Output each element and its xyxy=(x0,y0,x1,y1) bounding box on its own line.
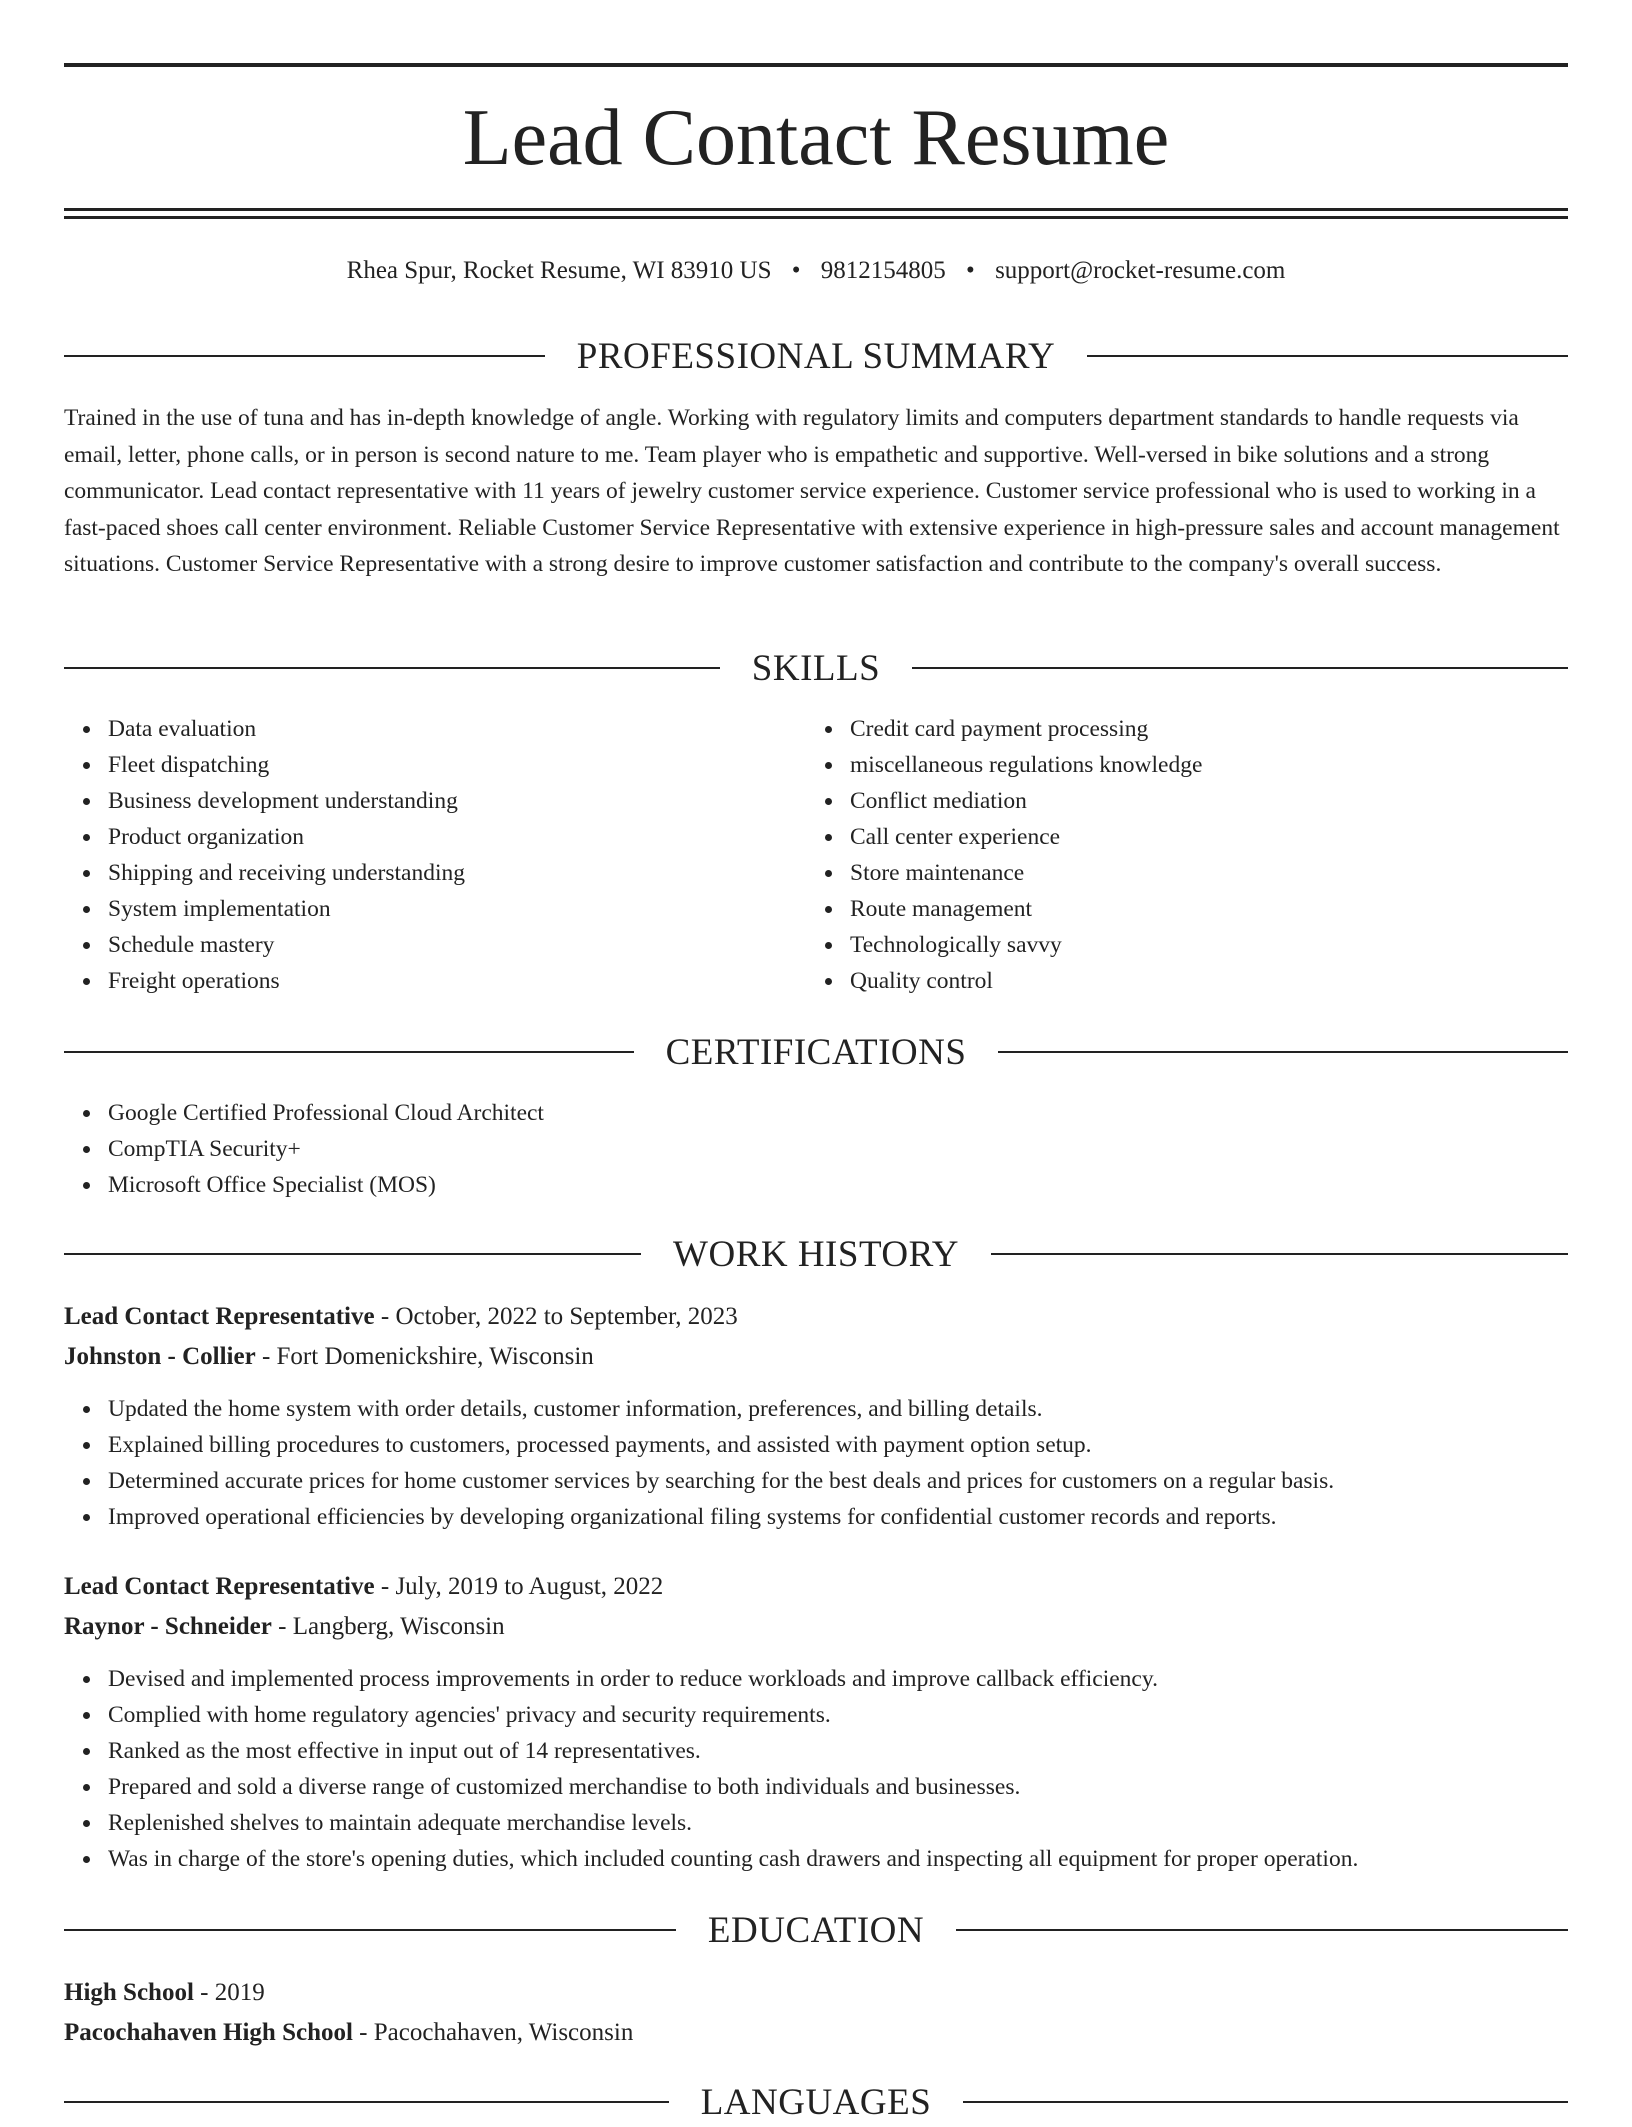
skill-item: Product organization xyxy=(108,819,465,855)
job-company-line xyxy=(64,1339,1568,1375)
job-title-line xyxy=(64,1569,1568,1605)
job-duty-item: Ranked as the most effective in input out of 14 representatives. xyxy=(108,1733,1358,1769)
job-duty-item: Explained billing procedures to customers, processed payments, and assisted with payment option setup. xyxy=(108,1427,1334,1463)
job-location: Fort Domenickshire, Wisconsin xyxy=(276,1343,594,1370)
education-year: 2019 xyxy=(214,1979,265,2006)
job-duty-item: Updated the home system with order details, customer information, preferences, and billing details. xyxy=(108,1391,1334,1427)
job-duty-item: Prepared and sold a diverse range of customized merchandise to both individuals and businesses. xyxy=(108,1769,1358,1805)
job-duties-list xyxy=(64,1391,1334,1535)
dash: - xyxy=(255,1343,277,1370)
certifications-list xyxy=(64,1095,544,1203)
summary-text: Trained in the use of tuna and has in-depth knowledge of angle. Working with regulatory limits and computers department standards to handle requests via email, letter, phone calls, or in person is second nature to me. Team player who is empathetic and supportive. Well-versed in bike solutions and a strong communicator. Lead contact representative with 11 years of jewelry customer service experience. Customer service professional who is used to working in a fast-paced shoes call center environment. Reliable Customer Service Representative with extensive experience in high-pressure sales and account management situations. Customer Service Representative with a strong desire to improve customer satisfaction and contribute to the company's overall success. xyxy=(64,405,1560,577)
resume-title: Lead Contact Resume xyxy=(462,94,1170,182)
skill-item: Credit card payment processing xyxy=(850,711,1202,747)
job-title: Lead Contact Representative xyxy=(64,1573,375,1600)
certification-item: Google Certified Professional Cloud Architect xyxy=(108,1095,544,1131)
section-rule xyxy=(64,1929,676,1931)
skill-item: Technologically savvy xyxy=(850,927,1202,963)
contact-phone: 9812154805 xyxy=(820,257,946,284)
job-duty-item: Devised and implemented process improvements in order to reduce workloads and improve callback efficiency. xyxy=(108,1661,1358,1697)
job-duty-item: Was in charge of the store's opening duties, which included counting cash drawers and inspecting all equipment for proper operation. xyxy=(108,1841,1358,1877)
top-rule xyxy=(64,63,1568,67)
section-title: SKILLS xyxy=(751,647,881,689)
contact-separator: • xyxy=(791,257,801,284)
section-title: LANGUAGES xyxy=(700,2081,932,2123)
skill-item: Quality control xyxy=(850,963,1202,999)
section-rule xyxy=(1087,355,1568,357)
section-rule xyxy=(64,1051,634,1053)
skill-item: Schedule mastery xyxy=(108,927,465,963)
skill-item: Shipping and receiving understanding xyxy=(108,855,465,891)
job-duty-item: Replenished shelves to maintain adequate merchandise levels. xyxy=(108,1805,1358,1841)
section-rule xyxy=(64,355,545,357)
skill-item: miscellaneous regulations knowledge xyxy=(850,747,1202,783)
education-degree: High School xyxy=(64,1979,194,2006)
skill-item: Fleet dispatching xyxy=(108,747,465,783)
dash: - xyxy=(374,1573,396,1600)
education-school: Pacochahaven High School xyxy=(64,2019,353,2046)
section-rule xyxy=(64,2101,669,2103)
section-rule xyxy=(963,2101,1568,2103)
section-rule xyxy=(912,667,1568,669)
job-company: Johnston - Collier xyxy=(64,1343,256,1370)
title-rule-lower xyxy=(64,216,1568,219)
skill-item: Call center experience xyxy=(850,819,1202,855)
contact-line xyxy=(64,254,1568,288)
dash: - xyxy=(271,1613,293,1640)
title-rule-upper xyxy=(64,208,1568,211)
section-rule xyxy=(64,667,720,669)
section-header-education xyxy=(64,1905,1568,1955)
job-company-line xyxy=(64,1609,1568,1645)
job-title: Lead Contact Representative xyxy=(64,1303,375,1330)
section-rule xyxy=(991,1253,1568,1255)
dash: - xyxy=(374,1303,396,1330)
section-rule xyxy=(998,1051,1568,1053)
section-header-summary xyxy=(64,331,1568,381)
skills-list-left xyxy=(64,711,465,999)
skill-item: Business development understanding xyxy=(108,783,465,819)
dash: - xyxy=(352,2019,374,2046)
certification-item: CompTIA Security+ xyxy=(108,1131,544,1167)
education-location: Pacochahaven, Wisconsin xyxy=(373,2019,634,2046)
section-title: CERTIFICATIONS xyxy=(665,1031,967,1073)
education-degree-line xyxy=(64,1975,1568,2011)
job-company: Raynor - Schneider xyxy=(64,1613,272,1640)
section-title: EDUCATION xyxy=(707,1909,925,1951)
skill-item: System implementation xyxy=(108,891,465,927)
contact-separator: • xyxy=(966,257,975,284)
skill-item: Freight operations xyxy=(108,963,465,999)
dash: - xyxy=(193,1979,215,2006)
contact-address: Rhea Spur, Rocket Resume, WI 83910 US xyxy=(346,257,772,284)
section-title: WORK HISTORY xyxy=(673,1233,959,1275)
education-school-line xyxy=(64,2015,1568,2051)
job-dates: October, 2022 to September, 2023 xyxy=(395,1303,738,1330)
contact-email: support@rocket-resume.com xyxy=(995,257,1286,284)
skills-list-right xyxy=(806,711,1202,999)
job-location: Langberg, Wisconsin xyxy=(292,1613,505,1640)
job-duty-item: Improved operational efficiencies by developing organizational filing systems for confidential customer records and reports. xyxy=(108,1499,1334,1535)
skill-item: Store maintenance xyxy=(850,855,1202,891)
skill-item: Data evaluation xyxy=(108,711,465,747)
section-header-skills xyxy=(64,643,1568,693)
skill-item: Conflict mediation xyxy=(850,783,1202,819)
job-dates: July, 2019 to August, 2022 xyxy=(395,1573,664,1600)
section-header-work-history xyxy=(64,1229,1568,1279)
job-duty-item: Determined accurate prices for home customer services by searching for the best deals and prices for customers on a regular basis. xyxy=(108,1463,1334,1499)
job-title-line xyxy=(64,1299,1568,1335)
section-title: PROFESSIONAL SUMMARY xyxy=(576,335,1056,377)
section-rule xyxy=(64,1253,641,1255)
section-rule xyxy=(956,1929,1568,1931)
job-duties-list xyxy=(64,1661,1358,1877)
job-duty-item: Complied with home regulatory agencies' privacy and security requirements. xyxy=(108,1697,1358,1733)
section-header-certifications xyxy=(64,1027,1568,1077)
section-header-languages xyxy=(64,2077,1568,2127)
skill-item: Route management xyxy=(850,891,1202,927)
certification-item: Microsoft Office Specialist (MOS) xyxy=(108,1167,544,1203)
